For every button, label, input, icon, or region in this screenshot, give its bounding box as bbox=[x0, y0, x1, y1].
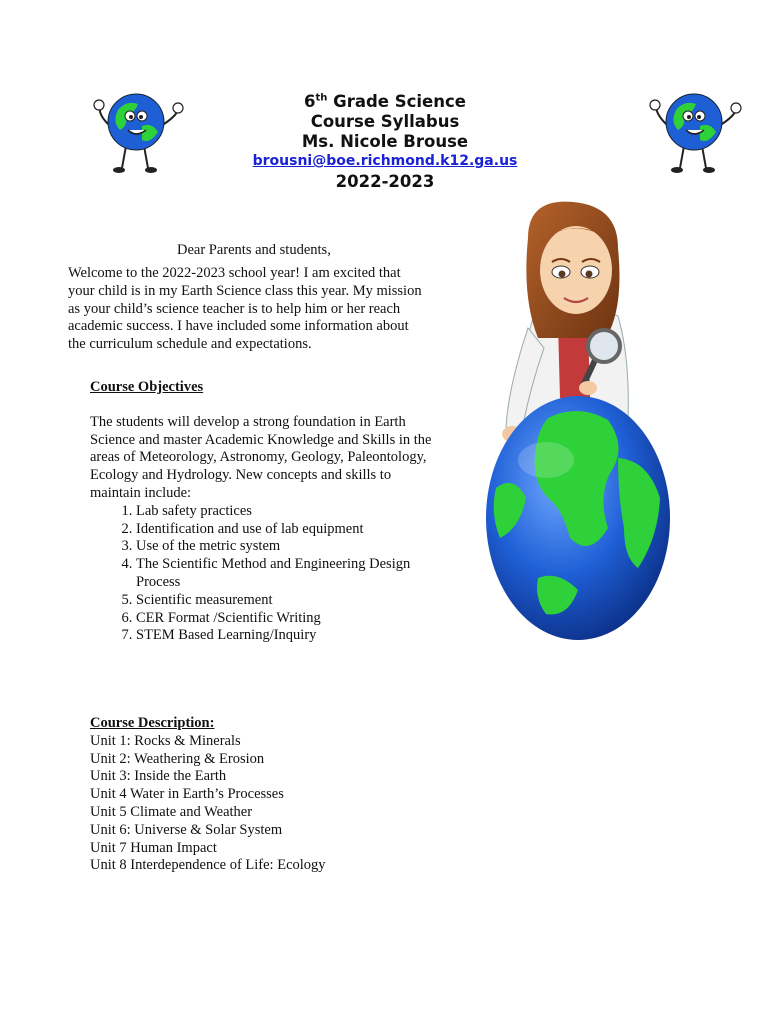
waving-globe-icon bbox=[644, 86, 744, 176]
course-objectives-heading: Course Objectives bbox=[90, 379, 204, 395]
teacher-with-magnifier-on-globe-illustration bbox=[478, 198, 678, 648]
unit-item: Unit 7 Human Impact bbox=[90, 839, 217, 856]
list-item: 7. STEM Based Learning/Inquiry bbox=[136, 627, 435, 645]
unit-item: Unit 3: Inside the Earth bbox=[90, 768, 227, 785]
teacher-name: Ms. Nicole Brouse bbox=[301, 132, 469, 151]
course-objectives-section bbox=[90, 379, 435, 645]
welcome-paragraph: Welcome to the 2022-2023 school year! I am excited that your child is in my Earth Science class this year. My mission as your child’s science teacher is to help him or her reach academic success. I have included some information about the curriculum schedule and expectations. bbox=[68, 265, 422, 353]
unit-item: Unit 4 Water in Earth’s Processes bbox=[90, 786, 284, 803]
objectives-list bbox=[90, 503, 435, 645]
syllabus-header bbox=[200, 92, 570, 192]
course-description-heading: Course Description: bbox=[90, 715, 215, 731]
list-item: 4. The Scientific Method and Engineering Design Process bbox=[136, 556, 435, 592]
list-item: 2. Identification and use of lab equipment bbox=[136, 521, 435, 539]
list-item: 3. Use of the metric system bbox=[136, 538, 435, 556]
unit-item: Unit 2: Weathering & Erosion bbox=[90, 750, 265, 767]
unit-item: Unit 6: Universe & Solar System bbox=[90, 821, 283, 838]
list-item: 6. CER Format /Scientific Writing bbox=[136, 610, 435, 628]
list-item: 1. Lab safety practices bbox=[136, 503, 435, 521]
objectives-paragraph: The students will develop a strong foundation in Earth Science and master Academic Knowledge and Skills in the areas of Meteorology, Astronomy, Geology, Paleontology, Ecology and Hydrology. New concepts and skills to maintain include: bbox=[90, 413, 432, 501]
school-year: 2022-2023 bbox=[335, 172, 435, 191]
waving-globe-icon bbox=[88, 86, 188, 176]
course-subtitle: Course Syllabus bbox=[310, 112, 460, 131]
teacher-email-link[interactable]: brousni@boe.richmond.k12.ga.us bbox=[252, 153, 518, 169]
course-title: 6th Grade Science bbox=[304, 92, 466, 111]
unit-item: Unit 1: Rocks & Minerals bbox=[90, 732, 241, 749]
unit-item: Unit 8 Interdependence of Life: Ecology bbox=[90, 857, 326, 874]
list-item: 5. Scientific measurement bbox=[136, 592, 435, 610]
unit-item: Unit 5 Climate and Weather bbox=[90, 803, 253, 820]
letter-greeting: Dear Parents and students, bbox=[177, 242, 331, 258]
course-description-section bbox=[90, 715, 435, 875]
